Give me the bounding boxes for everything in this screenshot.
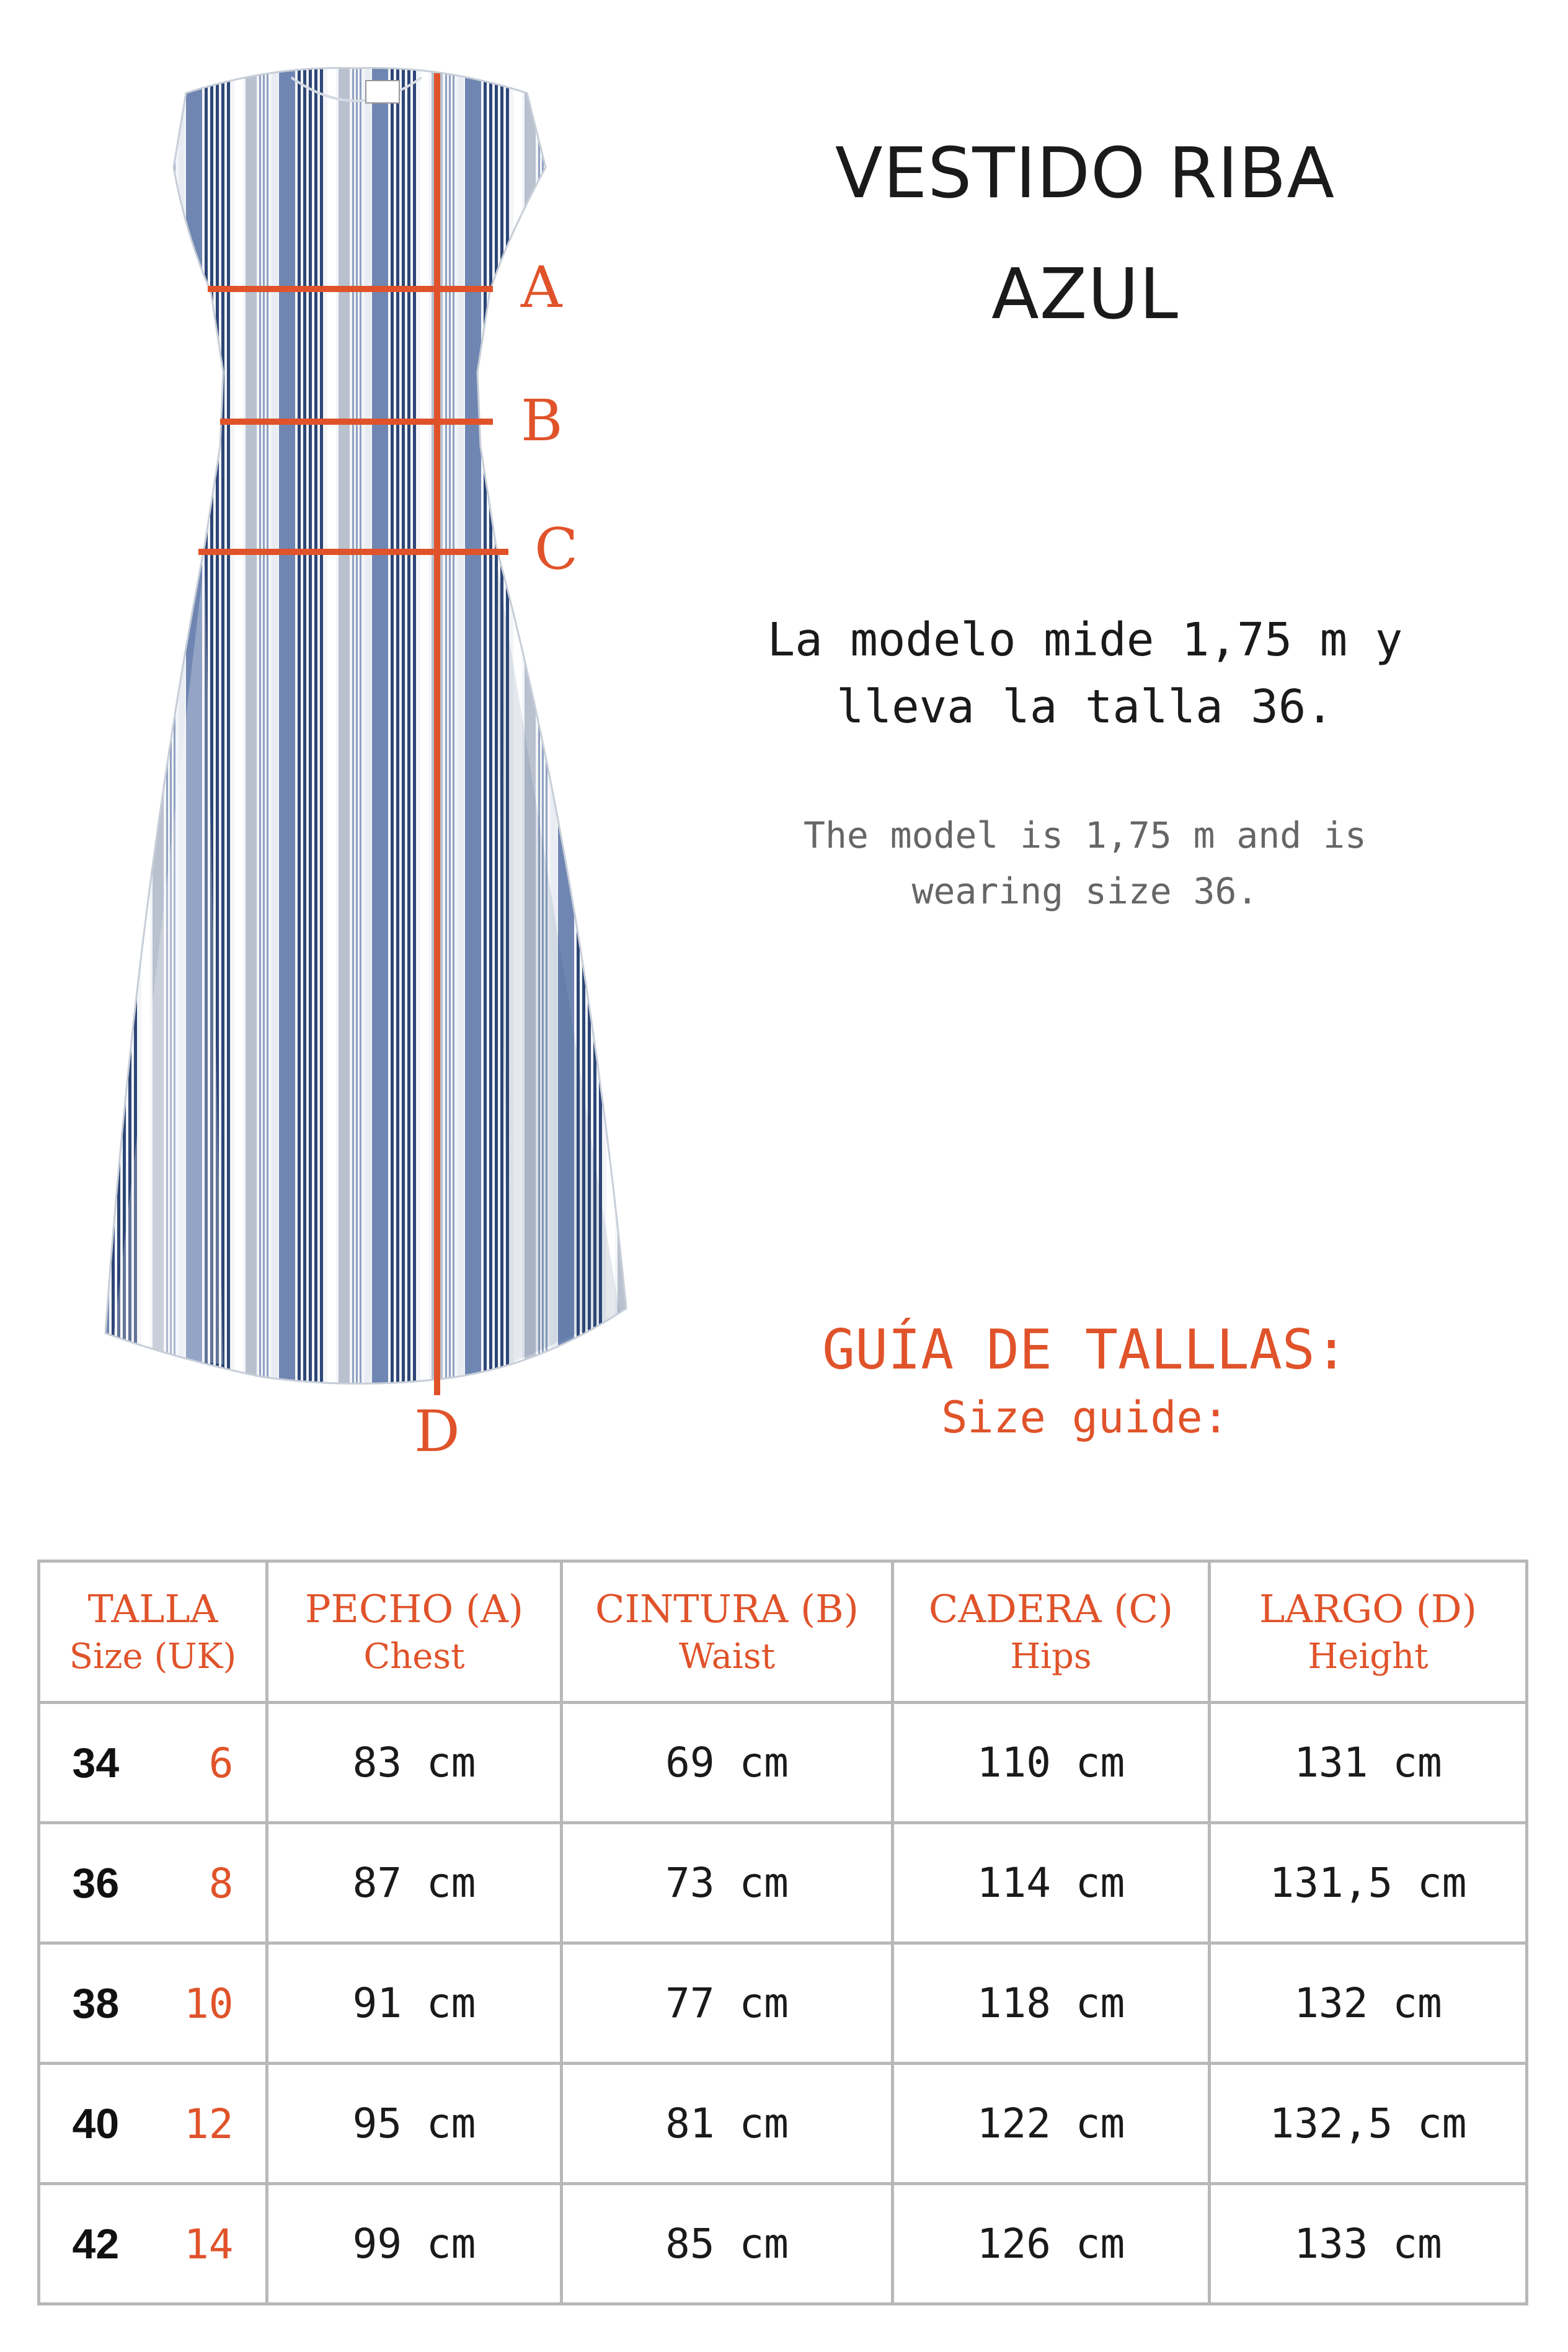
waist-cell: 81 cm (562, 2064, 893, 2184)
waist-cell: 85 cm (562, 2184, 893, 2304)
chest-cell: 91 cm (267, 1943, 562, 2064)
size-cell: 40 12 (39, 2064, 267, 2184)
product-title-line2: AZUL (991, 254, 1179, 335)
hips-cell: 122 cm (893, 2064, 1210, 2184)
length-cell: 132 cm (1210, 1943, 1527, 2064)
hips-cell: 114 cm (893, 1823, 1210, 1943)
chest-cell: 87 cm (267, 1823, 562, 1943)
size-cell: 42 14 (39, 2184, 267, 2304)
label-b: B (521, 388, 563, 454)
waist-cell: 73 cm (562, 1823, 893, 1943)
product-title-line1: VESTIDO RIBA (835, 133, 1335, 214)
model-info-en-line1: The model is 1,75 m and is (804, 814, 1366, 856)
header-waist: CINTURA (B) Waist (562, 1561, 893, 1703)
table-row (39, 2184, 1527, 2304)
table-row (39, 1823, 1527, 1943)
label-d: D (414, 1398, 460, 1465)
model-info-en-line2: wearing size 36. (911, 870, 1259, 912)
size-guide-subtitle: Size guide: (941, 1392, 1229, 1443)
size-table (37, 1560, 1528, 2305)
size-guide-title: GUÍA DE TALLLAS: (822, 1318, 1348, 1382)
hips-cell: 118 cm (893, 1943, 1210, 2064)
chest-cell: 99 cm (267, 2184, 562, 2304)
model-info-es-line2: lleva la talla 36. (836, 680, 1334, 734)
length-cell: 131 cm (1210, 1703, 1527, 1823)
dress-illustration (0, 0, 707, 1501)
label-a: A (521, 254, 562, 321)
table-row (39, 2064, 1527, 2184)
header-hips: CADERA (C) Hips (893, 1561, 1210, 1703)
header-chest: PECHO (A) Chest (267, 1561, 562, 1703)
chest-cell: 95 cm (267, 2064, 562, 2184)
table-row (39, 1943, 1527, 2064)
label-c: C (534, 516, 578, 582)
length-cell: 132,5 cm (1210, 2064, 1527, 2184)
header-length: LARGO (D) Height (1210, 1561, 1527, 1703)
waist-cell: 77 cm (562, 1943, 893, 2064)
hips-cell: 110 cm (893, 1703, 1210, 1823)
model-info-es-line1: La modelo mide 1,75 m y (767, 613, 1403, 667)
size-cell: 38 10 (39, 1943, 267, 2064)
header-size: TALLA Size (UK) (39, 1561, 267, 1703)
waist-cell: 69 cm (562, 1703, 893, 1823)
table-header-row (39, 1561, 1527, 1703)
size-cell: 34 6 (39, 1703, 267, 1823)
hips-cell: 126 cm (893, 2184, 1210, 2304)
table-row (39, 1703, 1527, 1823)
chest-cell: 83 cm (267, 1703, 562, 1823)
size-cell: 36 8 (39, 1823, 267, 1943)
length-cell: 131,5 cm (1210, 1823, 1527, 1943)
length-cell: 133 cm (1210, 2184, 1527, 2304)
